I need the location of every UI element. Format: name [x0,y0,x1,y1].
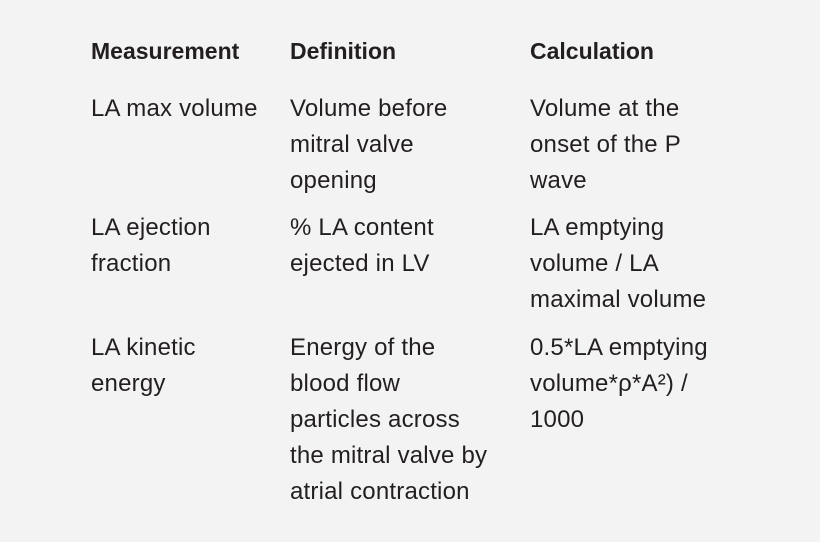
table-row-1-calculation [530,91,810,199]
cell-text: the mitral valve by [290,442,488,469]
header-calculation: Calculation [530,38,654,64]
table-row-1-definition [290,91,520,199]
cell-text: Volume before [290,95,448,122]
cell-text: LA emptying [530,214,665,241]
cell-text: LA kinetic [91,334,196,361]
cell-text: particles across [290,406,460,433]
cell-text: fraction [91,250,172,277]
table-row-1-measurement [91,91,281,127]
cell-text: ejected in LV [290,250,430,277]
cell-text: atrial contraction [290,478,470,505]
cell-text: onset of the P [530,131,681,158]
table-row-3-calculation [530,330,810,438]
cell-text: LA ejection [91,214,211,241]
cell-text: LA max volume [91,95,258,122]
table-row-2-calculation [530,210,810,318]
cell-text: blood flow [290,370,401,397]
table-row-3-measurement [91,330,281,402]
cell-text: energy [91,370,166,397]
table-row-2-definition [290,210,520,282]
table-row-2-measurement [91,210,281,282]
cell-text: Volume at the [530,95,680,122]
cell-text: 0.5*LA emptying [530,334,708,361]
cell-text: wave [530,167,587,194]
cell-text: 1000 [530,406,585,433]
cell-text: % LA content [290,214,434,241]
cell-text: volume / LA [530,250,659,277]
cell-text: volume*ρ*A²) / [530,370,688,397]
table-row-3-definition [290,330,520,510]
header-measurement: Measurement [91,38,240,64]
cell-text: mitral valve [290,131,414,158]
header-definition: Definition [290,38,397,64]
cell-text: Energy of the [290,334,436,361]
cell-text: maximal volume [530,286,707,313]
cell-text: opening [290,167,377,194]
